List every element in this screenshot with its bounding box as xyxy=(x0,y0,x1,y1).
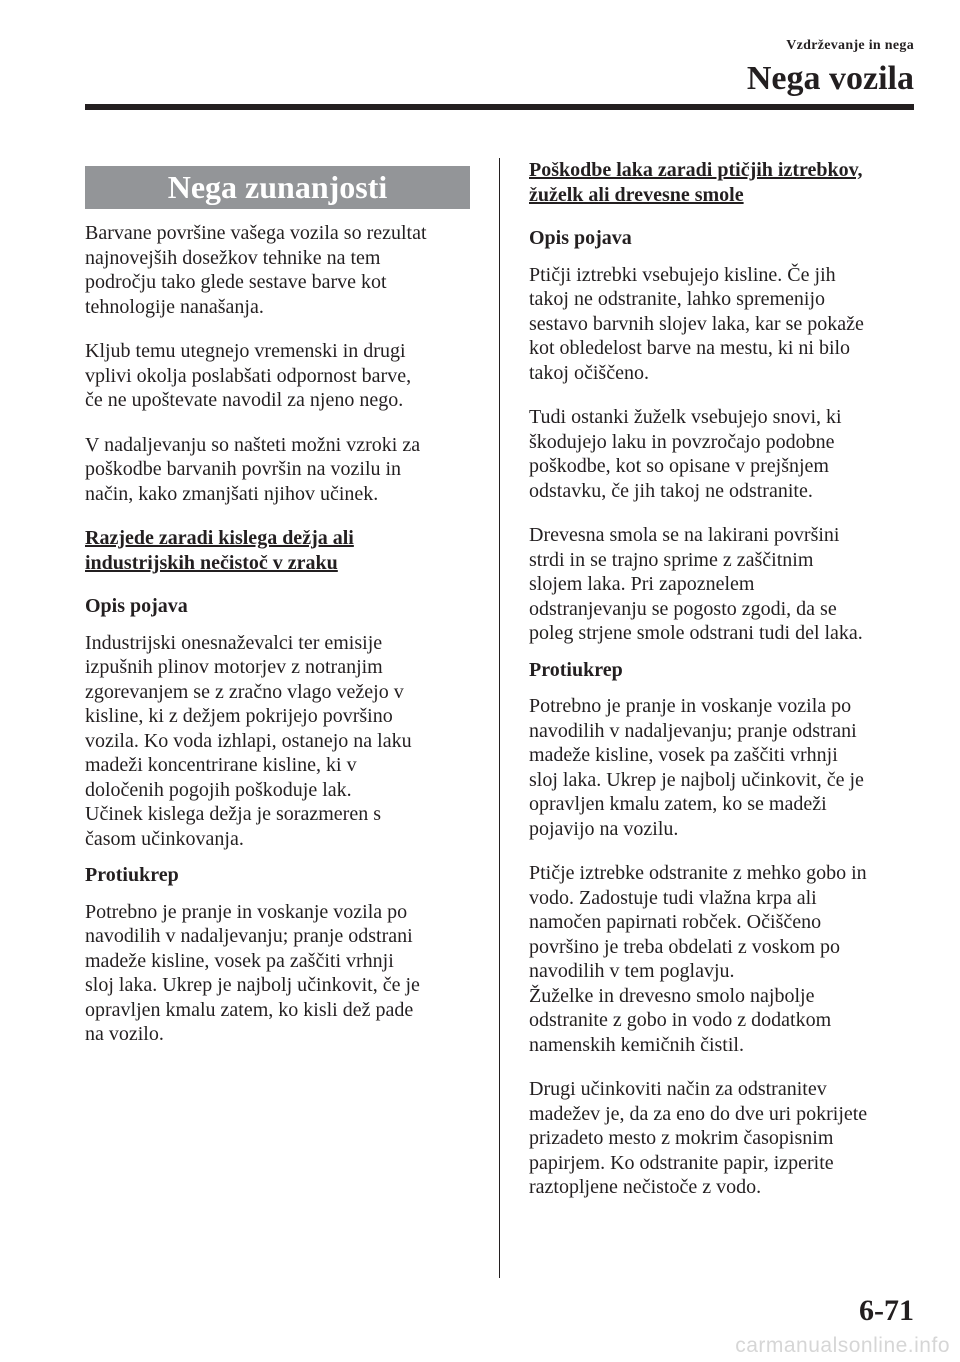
watermark: carmanualsonline.info xyxy=(735,1334,950,1357)
description-heading: Opis pojava xyxy=(529,227,632,249)
section-banner: Nega zunanjosti xyxy=(85,166,470,209)
description-paragraph-1: Ptičji iztrebki vsebujejo kisline. Če jih takoj ne odstranite, lahko spremenijo sestavo barvnih slojev laka, kar se pokaže kot obledelost barve na mestu, ki ni bilo takoj očiščeno. xyxy=(529,263,864,384)
right-column xyxy=(529,158,914,1220)
description-heading: Opis pojava xyxy=(85,595,188,617)
description-paragraph-3: Drevesna smola se na lakirani površini strdi in se trajno sprime z zaščitnim slojem laka. Pri zapoznelem odstranjevanju se pogosto zgodi, da se poleg strjene smole odstrani tudi del laka. xyxy=(529,524,863,644)
topic-heading-acid-rain: Razjede zaradi kislega dežja ali industrijskih nečistoč v zraku xyxy=(85,527,354,574)
countermeasure-heading: Protiukrep xyxy=(85,864,179,886)
intro-paragraph-3: V nadaljevanju so našteti možni vzroki za poškodbe barvanih površin na vozilu in način, kako zmanjšati njihov učinek. xyxy=(85,433,421,505)
countermeasure-paragraph-2: Ptičje iztrebke odstranite z mehko gobo in vodo. Zadostuje tudi vlažna krpa ali namočen papirnati robček. Očiščeno površino je treba obdelati z voskom po navodilih v tem poglavju. Žuželke in drevesno smolo najbolje odstranite z gobo in vodo z dodatkom namenskih kemičnih čistil. xyxy=(529,862,867,1056)
description-text: Industrijski onesnaževalci ter emisije izpušnih plinov motorjev z notranjim zgorevanjem se z zračno vlago vežejo v kisline, ki z dežjem pokrijejo površino vozila. Ko voda izhlapi, ostanejo na laku madeži koncentrirane kisline, ki v določenih pogojih poškoduje lak. Učinek kislega dežja je sorazmeren s časom učinkovanja. xyxy=(85,631,412,850)
countermeasure-paragraph-3: Drugi učinkoviti način za odstranitev madežev je, da za eno do dve uri pokrijete prizadeto mesto z mokrim časopisnim papirjem. Ko odstranite papir, izperite raztopljene nečistoče z vodo. xyxy=(529,1078,868,1198)
intro-paragraph-1: Barvane površine vašega vozila so rezultat najnovejših dosežkov tehnike na tem področju tako glede sestave barve kot tehnologije nanašanja. xyxy=(85,222,427,318)
column-divider xyxy=(499,158,500,1278)
countermeasure-paragraph-1: Potrebno je pranje in voskanje vozila po navodilih v nadaljevanju; pranje odstrani madeže kisline, vosek pa zaščiti vrhnji sloj laka. Ukrep je najbolj učinkovit, če je opravljen kmalu zatem, ko se madeži pojavijo na vozilu. xyxy=(529,695,864,840)
countermeasure-text: Potrebno je pranje in voskanje vozila po navodilih v nadaljevanju; pranje odstrani madeže kisline, vosek pa zaščiti vrhnji sloj laka. Ukrep je najbolj učinkovit, če je opravljen kmalu zatem, ko kisli dež pade na vozilo. xyxy=(85,900,420,1045)
description-paragraph-2: Tudi ostanki žuželk vsebujejo snovi, ki škodujejo laku in povzročajo podobne poškodbe, kot so opisane v prejšnjem odstavku, če jih takoj ne odstranite. xyxy=(529,406,842,502)
section-title: Nega vozila xyxy=(746,60,914,97)
header-rule xyxy=(85,104,914,110)
intro-paragraph-2: Kljub temu utegnejo vremenski in drugi vplivi okolja poslabšati odpornost barve, če ne upoštevate navodil za njeno nego. xyxy=(85,340,412,411)
topic-heading-bird-droppings: Poškodbe laka zaradi ptičjih iztrebkov, žuželk ali drevesne smole xyxy=(529,159,863,206)
page-number: 6-71 xyxy=(859,1294,914,1327)
left-column xyxy=(85,166,470,1067)
chapter-title: Vzdrževanje in nega xyxy=(786,38,914,53)
countermeasure-heading: Protiukrep xyxy=(529,658,623,681)
